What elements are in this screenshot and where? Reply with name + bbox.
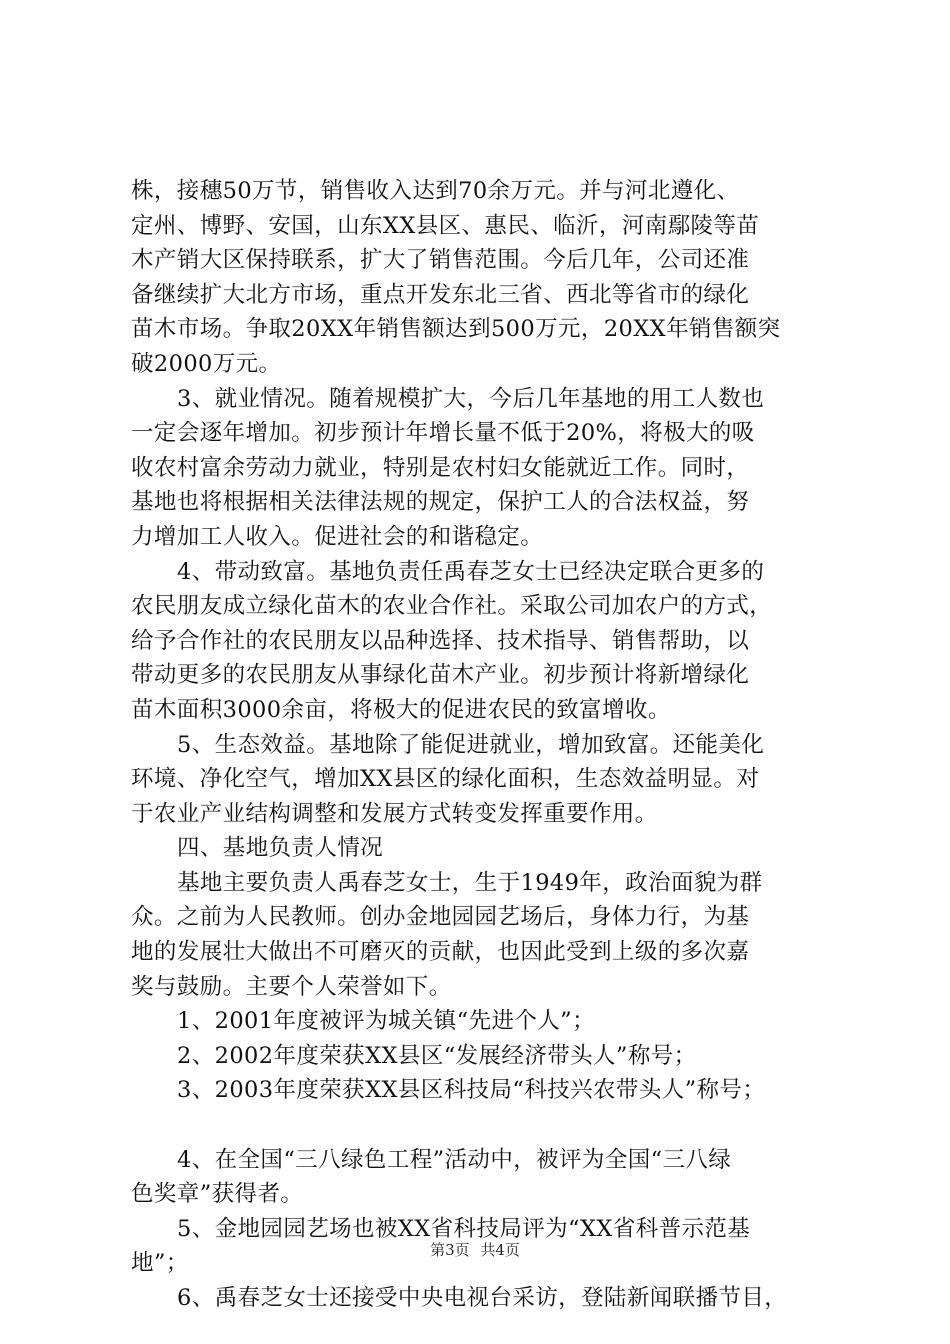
page-total: 共4页	[480, 1241, 520, 1259]
text-line: 众。之前为人民教师。创办金地园园艺场后，身体力行，为基	[131, 904, 750, 931]
paragraph-start: 5、生态效益。基地除了能促进就业，增加致富。还能美化	[177, 731, 765, 758]
paragraph-start: 4、带动致富。基地负责任禹春芝女士已经决定联合更多的	[177, 558, 765, 585]
text-line: 收农村富余劳动力就业，特别是农村妇女能就近工作。同时，	[131, 454, 750, 481]
paragraph-start: 基地主要负责人禹春芝女士，生于1949年，政治面貌为群	[177, 869, 763, 896]
text-line: 力增加工人收入。促进社会的和谐稳定。	[131, 523, 544, 550]
text-line: 一定会逐年增加。初步预计年增长量不低于20%，将极大的吸	[131, 420, 755, 447]
text-line: 色奖章”获得者。	[131, 1181, 304, 1208]
text-line: 破2000万元。	[131, 350, 282, 377]
text-line: 备继续扩大北方市场，重点开发东北三省、西北等省市的绿化	[131, 281, 750, 308]
text-line: 苗木面积3000余亩，将极大的促进农民的致富增收。	[131, 696, 671, 723]
section-heading: 四、基地负责人情况	[177, 835, 384, 862]
text-line: 株，接穗50万节，销售收入达到70余万元。并与河北遵化、	[131, 178, 740, 204]
text-line: 奖与鼓励。主要个人荣誉如下。	[131, 973, 452, 1000]
honor-item: 6、禹春芝女士还接受中央电视台采访，登陆新闻联播节目，	[177, 1285, 788, 1311]
honor-item: 2、2002年度荣获XX县区“发展经济带头人”称号；	[177, 1042, 697, 1069]
honor-item: 3、2003年度荣获XX县区科技局“科技兴农带头人”称号；	[177, 1077, 766, 1104]
page-number: 第3页	[430, 1241, 470, 1259]
honor-item: 4、在全国“三八绿色工程”活动中，被评为全国“三八绿	[177, 1146, 732, 1173]
text-line: 定州、博野、安国，山东XX县区、惠民、临沂，河南鄢陵等苗	[131, 212, 760, 239]
honor-item: 5、金地园园艺场也被XX省科技局评为“XX省科普示范基	[177, 1215, 751, 1242]
text-line: 木产销大区保持联系，扩大了销售范围。今后几年，公司还准	[131, 247, 750, 274]
document-body	[131, 174, 831, 1316]
text-line: 给予合作社的农民朋友以品种选择、技术指导、销售帮助，以	[131, 627, 750, 654]
text-line: 于农业产业结构调整和发展方式转变发挥重要作用。	[131, 800, 658, 827]
honor-item: 1、2001年度被评为城关镇“先进个人”；	[177, 1008, 595, 1035]
text-line: 基地也将根据相关法律法规的规定，保护工人的合法权益，努	[131, 489, 750, 516]
blank-line	[131, 1108, 831, 1143]
text-line: 环境、净化空气，增加XX县区的绿化面积，生态效益明显。对	[131, 766, 760, 793]
page-footer	[0, 1240, 950, 1260]
text-line: 地的发展壮大做出不可磨灭的贡献，也因此受到上级的多次嘉	[131, 939, 750, 966]
paragraph-start: 3、就业情况。随着规模扩大，今后几年基地的用工人数也	[177, 385, 765, 412]
text-line: 带动更多的农民朋友从事绿化苗木产业。初步预计将新增绿化	[131, 662, 750, 689]
text-line: 苗木市场。争取20XX年销售额达到500万元，20XX年销售额突	[131, 316, 781, 343]
text-line: 地”；	[131, 1250, 189, 1277]
text-line: 农民朋友成立绿化苗木的农业合作社。采取公司加农户的方式，	[131, 593, 773, 620]
